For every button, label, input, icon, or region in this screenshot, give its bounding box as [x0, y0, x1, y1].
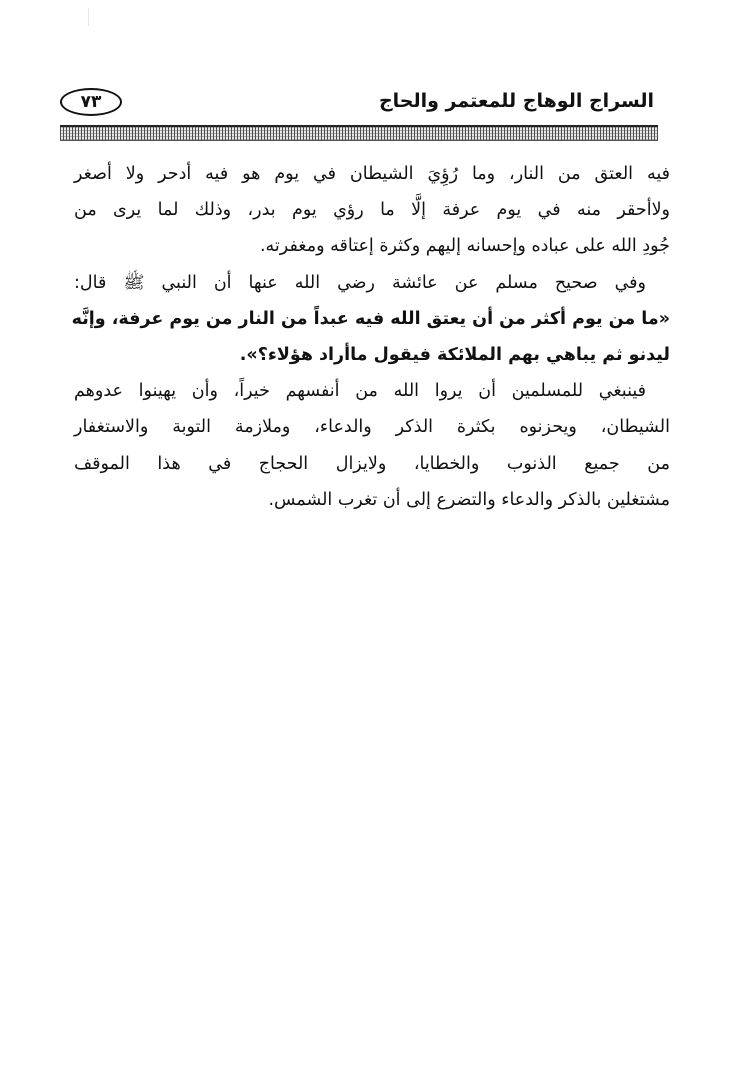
text-line: فينبغي للمسلمين أن يروا الله من أنفسهم خيراً، وأن يهينوا عدوهم	[74, 381, 646, 402]
text-line: جُودِ الله على عباده وإحسانه إليهم وكثرة إعتاقه ومغفرته.	[259, 236, 670, 257]
text-line: ولاأحقر منه في يوم عرفة إلَّا ما رؤي يوم بدر، وذلك لما يرى من	[74, 200, 670, 221]
running-header	[60, 88, 658, 124]
text-line: من جميع الذنوب والخطايا، ولايزال الحجاج في هذا الموقف	[74, 453, 670, 474]
hadith-line: ليدنو ثم يباهي بهم الملائكة فيقول ماأراد هؤلاء؟».	[239, 344, 670, 365]
text-line: الشيطان، ويحزنوه بكثرة الذكر والدعاء، وملازمة التوبة والاستغفار	[74, 417, 670, 438]
text-line: فيه العتق من النار، وما رُؤِيَ الشيطان في يوم هو فيه أدحر ولا أصغر	[74, 164, 670, 184]
header-divider	[60, 125, 658, 141]
page-number-text: ٧٣	[80, 92, 102, 112]
body-text	[71, 156, 670, 518]
scan-edge-mark	[88, 8, 89, 26]
book-title: السراج الوهاج للمعتمر والحاج	[378, 90, 654, 112]
hadith-line: «ما من يوم أكثر من أن يعتق الله فيه عبداً من النار من يوم عرفة، وإنَّه	[71, 308, 670, 329]
page-number	[60, 88, 122, 116]
text-line: مشتغلين بالذكر والدعاء والتضرع إلى أن تغرب الشمس.	[268, 489, 670, 510]
text-line: وفي صحيح مسلم عن عائشة رضي الله عنها أن النبي ﷺ قال:	[74, 272, 646, 293]
